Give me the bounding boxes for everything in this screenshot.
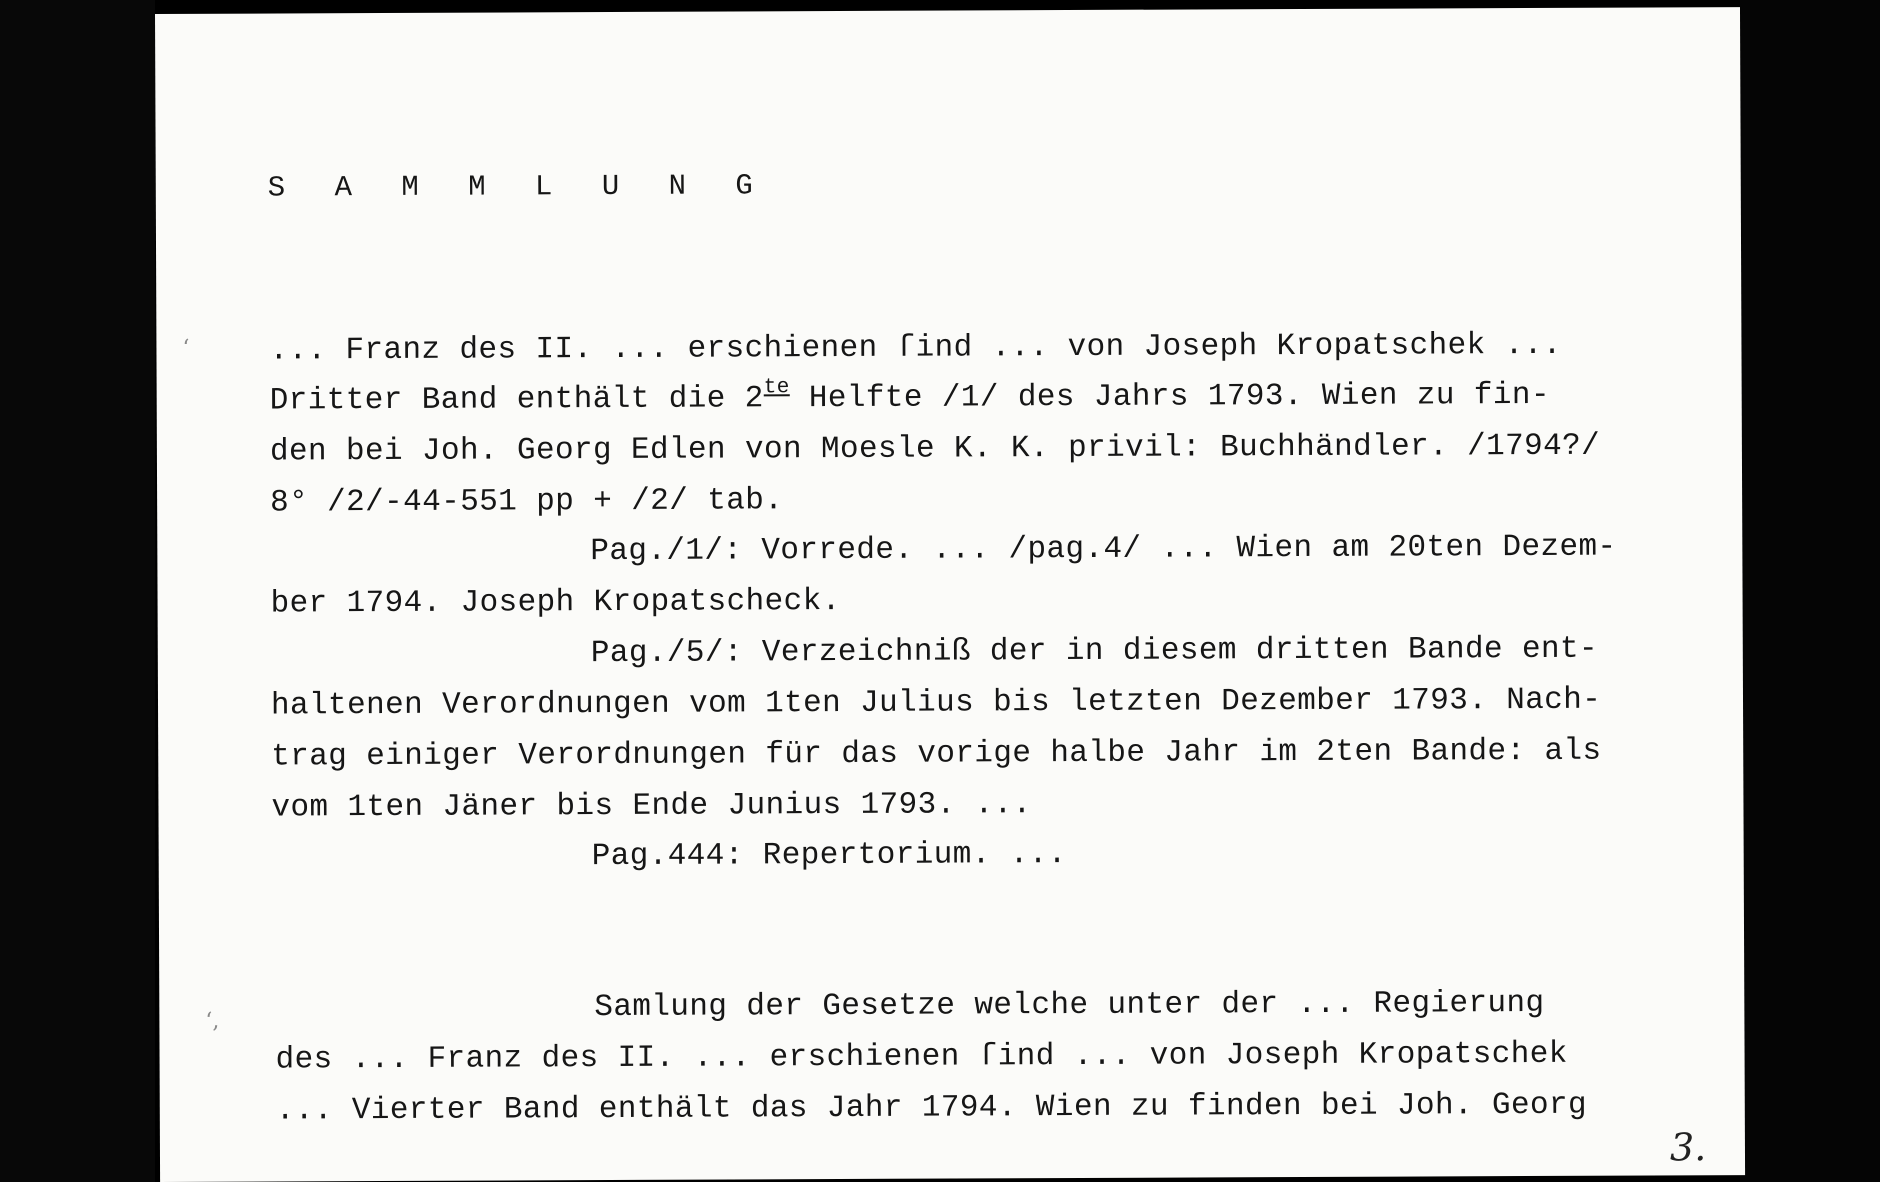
- entry1-line-9: trag einiger Verordnungen für das vorige halbe Jahr im 2ten Bande: als: [271, 733, 1602, 775]
- entry1-line-5: Pag./1/: Vorrede. ... /pag.4/ ... Wien am 20ten Dezem-: [590, 529, 1617, 570]
- entry1-line-2-pre: Dritter Band enthält die 2: [269, 381, 764, 419]
- entry2-line-3: ... Vierter Band enthält das Jahr 1794. Wien zu finden bei Joh. Georg: [275, 1087, 1588, 1129]
- entry1-line-1: ... Franz des II. ... erschienen ſind ... von Joseph Kropatschek ...: [269, 327, 1562, 369]
- margin-mark-upper: ʻ: [182, 335, 190, 361]
- entry1-line-10: vom 1ten Jäner bis Ende Junius 1793. ...: [271, 787, 1032, 826]
- entry1-line-7: Pag./5/: Verzeichniß der in diesem dritten Bande ent-: [590, 631, 1599, 672]
- catalog-card: [155, 7, 1745, 1182]
- card-heading: S A M M L U N G: [267, 169, 769, 205]
- entry1-line-8: haltenen Verordnungen vom 1ten Julius bis letzten Dezember 1793. Nach-: [270, 682, 1602, 724]
- entry1-line-3: den bei Joh. Georg Edlen von Moesle K. K. privil: Buchhändler. /1794?/: [269, 428, 1601, 470]
- entry1-superscript: te: [763, 376, 790, 400]
- entry1-line-6: ber 1794. Joseph Kropatscheck.: [270, 584, 841, 622]
- entry2-line-1: Samlung der Gesetze welche unter der ... Regierung: [594, 985, 1545, 1026]
- margin-mark-lower: ʻ,: [205, 1008, 220, 1034]
- scan-edge-left: [0, 0, 155, 1182]
- entry2-line-2: des ... Franz des II. ... erschienen ſind ... von Joseph Kropatschek: [275, 1036, 1568, 1078]
- page-number: 3.: [1669, 1125, 1707, 1170]
- entry1-line-2: [269, 376, 1550, 419]
- entry1-line-11: Pag.444: Repertorium. ...: [591, 837, 1067, 875]
- entry1-line-2-post: Helfte /1/ des Jahrs 1793. Wien zu fin-: [789, 377, 1550, 417]
- scan-edge-right: [1740, 0, 1880, 1182]
- entry1-line-4: 8° /2/-44-551 pp + /2/ tab.: [270, 483, 784, 521]
